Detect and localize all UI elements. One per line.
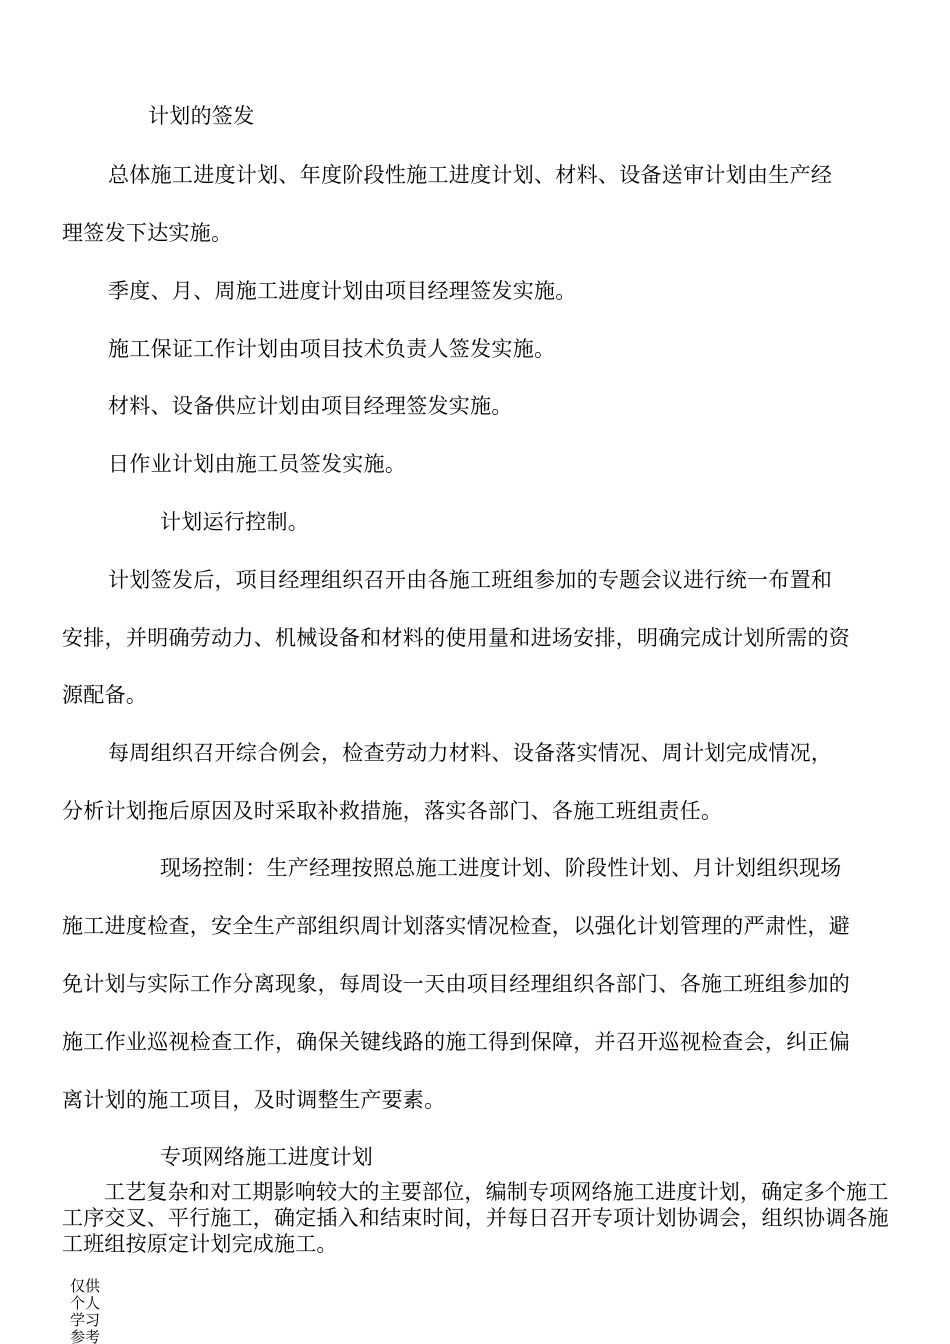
footer-note: 仅供个人学习参考 — [70, 1278, 101, 1344]
paragraph-line: 现场控制：生产经理按照总施工进度计划、阶段性计划、月计划组织现场 — [160, 856, 842, 880]
paragraph-line: 安排，并明确劳动力、机械设备和材料的使用量和进场安排，明确完成计划所需的资 — [62, 626, 851, 650]
section-heading-plan-control: 计划运行控制。 — [160, 510, 310, 534]
paragraph-line: 理签发下达实施。 — [62, 221, 233, 245]
paragraph-line: 计划签发后，项目经理组织召开由各施工班组参加的专题会议进行统一布置和 — [108, 568, 833, 592]
paragraph-line: 免计划与实际工作分离现象，每周设一天由项目经理组织各部门、各施工班组参加的 — [62, 972, 851, 996]
paragraph-line: 施工保证工作计划由项目技术负责人签发实施。 — [108, 337, 556, 361]
dense-paragraph — [62, 1179, 890, 1257]
section-heading-network-schedule: 专项网络施工进度计划 — [160, 1145, 373, 1169]
paragraph-line: 源配备。 — [62, 683, 148, 707]
dense-paragraph-text: 工艺复杂和对工期影响较大的主要部位，编制专项网络施工进度计划，确定多个施工工序交叉、平行施工，确定插入和结束时间，并每日召开专项计划协调会，组织协调各施工班组按原定计划完成施工。 — [62, 1180, 889, 1256]
paragraph-line: 材料、设备供应计划由项目经理签发实施。 — [108, 394, 513, 418]
paragraph-line: 日作业计划由施工员签发实施。 — [108, 452, 407, 476]
paragraph-line: 分析计划拖后原因及时采取补救措施，落实各部门、各施工班组责任。 — [62, 799, 723, 823]
paragraph-line: 每周组织召开综合例会，检查劳动力材料、设备落实情况、周计划完成情况， — [108, 741, 833, 765]
section-heading-plan-issuance: 计划的签发 — [148, 104, 255, 128]
paragraph-line: 季度、月、周施工进度计划由项目经理签发实施。 — [108, 279, 577, 303]
paragraph-line: 总体施工进度计划、年度阶段性施工进度计划、材料、设备送审计划由生产经 — [108, 163, 833, 187]
paragraph-line: 施工进度检查，安全生产部组织周计划落实情况检查，以强化计划管理的严肃性，避 — [62, 914, 851, 938]
paragraph-line: 施工作业巡视检查工作，确保关键线路的施工得到保障，并召开巡视检查会，纠正偏 — [62, 1030, 851, 1054]
paragraph-line: 离计划的施工项目，及时调整生产要素。 — [62, 1088, 446, 1112]
